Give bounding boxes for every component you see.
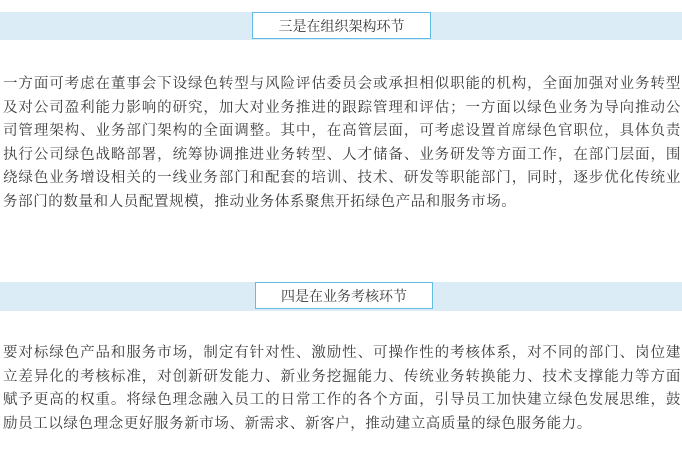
section-paragraph: 要对标绿色产品和服务市场，制定有针对性、激励性、可操作性的考核体系，对不同的部门、岗位建立差异化的考核标准，对创新研发能力、新业务挖掘能力、传统业务转换能力、技术支撑能力等方面赋予更高的权重。将绿色理念融入员工的日常工作的各个方面，引导员工加快建立绿色发展思维，鼓励员工以绿色理念更好服务新市场、新需求、新客户，推动建立高质量的绿色服务能力。 bbox=[3, 345, 681, 432]
section-assessment bbox=[0, 282, 682, 311]
section-organization bbox=[0, 12, 682, 40]
section-heading: 四是在业务考核环节 bbox=[255, 282, 433, 309]
section-heading: 三是在组织架构环节 bbox=[252, 12, 431, 39]
section-heading-band bbox=[0, 12, 682, 40]
section-paragraph: 一方面可考虑在董事会下设绿色转型与风险评估委员会或承担相似职能的机构，全面加强对业务转型及对公司盈利能力影响的研究，加大对业务推进的跟踪管理和评估；一方面以绿色业务为导向推动公司管理架构、业务部门架构的全面调整。其中，在高管层面，可考虑设置首席绿色官职位，具体负责执行公司绿色战略部署，统筹协调推进业务转型、人才储备、业务研发等方面工作，在部门层面，围绕绿色业务增设相关的一线业务部门和配套的培训、技术、研发等职能部门，同时，逐步优化传统业务部门的数量和人员配置规模，推动业务体系聚焦开拓绿色产品和服务市场。 bbox=[3, 76, 681, 210]
section-heading-band bbox=[0, 282, 682, 311]
